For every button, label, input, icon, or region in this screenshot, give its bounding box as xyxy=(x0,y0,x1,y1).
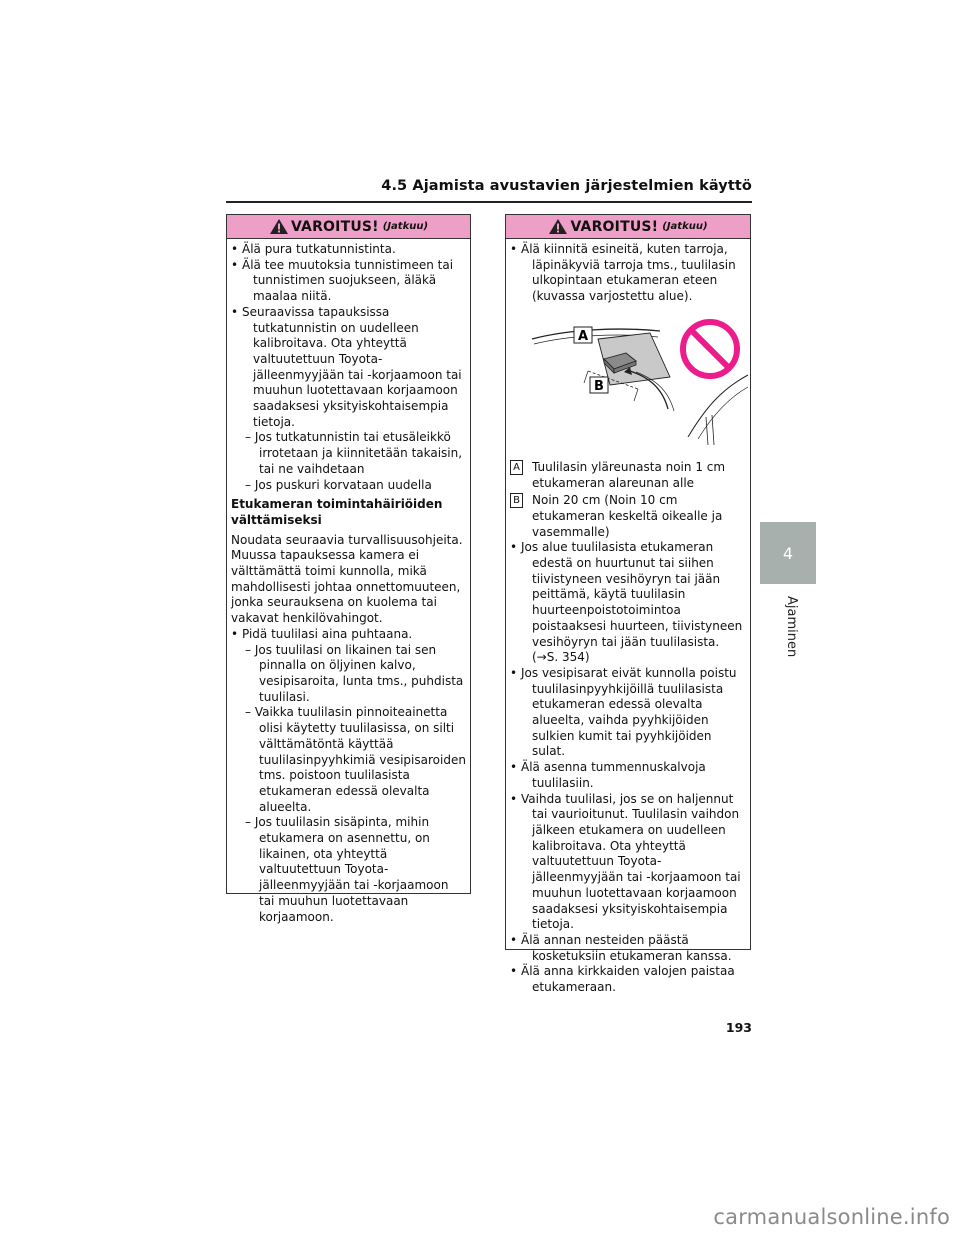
subheading: Etukameran toimintahäiriöiden välttämiseksi xyxy=(231,497,443,527)
label-b-item: B Noin 20 cm (Noin 10 cm etukameran keskeltä oikealle ja vasemmalle) xyxy=(510,493,746,540)
warning-triangle-icon xyxy=(269,218,289,235)
footer-watermark: carmanualsonline.info xyxy=(713,1205,950,1229)
dash-item: – Jos tuulilasin sisäpinta, mihin etukamera on asennettu, on likainen, ota yhteyttä valtuutettuun Toyota-jälleenmyyjään tai -korjaamoon tai muuhun luotettavaan korjaamoon. xyxy=(245,815,449,924)
camera-area-figure xyxy=(510,317,748,452)
list-item: • Älä asenna tummennuskalvoja tuulilasiin. xyxy=(510,760,706,790)
dash-item: – Jos tutkatunnistin tai etusäleikkö irrotetaan ja kiinnitetään takaisin, tai ne vaihdetaan xyxy=(245,430,463,476)
dash-item: – Vaikka tuulilasin pinnoiteainetta olisi käytetty tuulilasissa, on silti välttämätöntä käyttää tuulilasinpyyhkimiä vesipisaroiden tms. poistoon tuulilasista etukameran edessä olevalta alueelta. xyxy=(245,705,466,814)
figure-label-b: B xyxy=(594,378,604,394)
warning-header xyxy=(506,215,750,239)
figure-label-a: A xyxy=(577,328,589,344)
warning-title: VAROITUS! xyxy=(290,218,379,235)
paragraph: Noudata seuraavia turvallisuusohjeita. Muussa tapauksessa kamera ei välttämättä toimi kunnolla, mikä mahdollisesti johtaa onnettomuuteen, jonka seurauksena on kuolema tai vakavat henkilövahingot. xyxy=(231,532,463,626)
list-item: • Älä kiinnitä esineitä, kuten tarroja, läpinäkyviä tarroja tms., tuulilasin ulkopintaan etukameran eteen (kuvassa varjostettu alue). xyxy=(510,242,736,304)
warning-triangle-icon xyxy=(548,218,568,235)
chapter-tab xyxy=(760,522,816,584)
section-header: 4.5 Ajamista avustavien järjestelmien käyttö xyxy=(381,178,752,194)
warning-header xyxy=(227,215,470,239)
dash-item: – Jos puskuri korvataan uudella xyxy=(245,477,432,492)
list-item: • Vaihda tuulilasi, jos se on haljennut tai vaurioitunut. Tuulilasin vaihdon jälkeen etukamera on uudelleen kalibroitava. Ota yhteyttä valtuutettuun Toyota-jälleenmyyjään tai -korjaamoon tai muuhun luotettavaan korjaamoon saadaksesi yksityiskohtaisempia tietoja. xyxy=(510,791,741,932)
windshield-illustration xyxy=(510,317,748,452)
warning-box-left xyxy=(226,214,471,924)
list-item: • Älä tee muutoksia tunnistimeen tai tunnistimen suojukseen, äläkä maalaa niitä. xyxy=(231,257,454,304)
warning-continued: (Jatkuu) xyxy=(382,221,429,232)
list-item: • Jos vesipisarat eivät kunnolla poistu tuulilasinpyyhkijöillä tuulilasista etukameran edessä olevalta alueelta, vaihda pyyhkijöiden sulkien kumit tai pyyhkijöiden sulat. xyxy=(510,665,737,759)
chapter-label: Ajaminen xyxy=(784,596,799,658)
header-rule xyxy=(226,201,752,203)
list-item: • Älä annan nesteiden päästä kosketuksiin etukameran kanssa. xyxy=(510,932,732,963)
warning-title: VAROITUS! xyxy=(570,218,659,235)
list-item: • Pidä tuulilasi aina puhtaana. xyxy=(231,626,413,641)
label-a-item: A Tuulilasin yläreunasta noin 1 cm etukameran alareunan alle xyxy=(510,460,746,491)
dash-item: – Jos tuulilasi on likainen tai sen pinnalla on öljyinen kalvo, vesipisaroita, lunta tms., puhdista tuulilasi. xyxy=(245,642,464,704)
chapter-number: 4 xyxy=(782,543,794,563)
page-number: 193 xyxy=(725,1020,752,1035)
list-item: • Älä pura tutkatunnistinta. xyxy=(231,242,396,256)
warning-box-right xyxy=(505,214,751,995)
list-item: • Seuraavissa tapauksissa tutkatunnistin on uudelleen kalibroitava. Ota yhteyttä valtuutettuun Toyota-jälleenmyyjään tai -korjaamoon tai muuhun luotettavaan korjaamoon saadaksesi yksityiskohtaisempia tietoja. xyxy=(231,304,462,429)
list-item: • Jos alue tuulilasista etukameran edestä on huurtunut tai siihen tiivistyneen vesihöyryn tai jään peittämä, käytä tuulilasin huurteenpoistotoimintoa poistaaksesi huurteen, tiivistyneen vesihöyryn tai jään tuulilasista. (→S. 354) xyxy=(510,540,743,665)
warning-continued: (Jatkuu) xyxy=(662,221,708,232)
list-item: • Älä anna kirkkaiden valojen paistaa etukameraan. xyxy=(510,964,735,995)
